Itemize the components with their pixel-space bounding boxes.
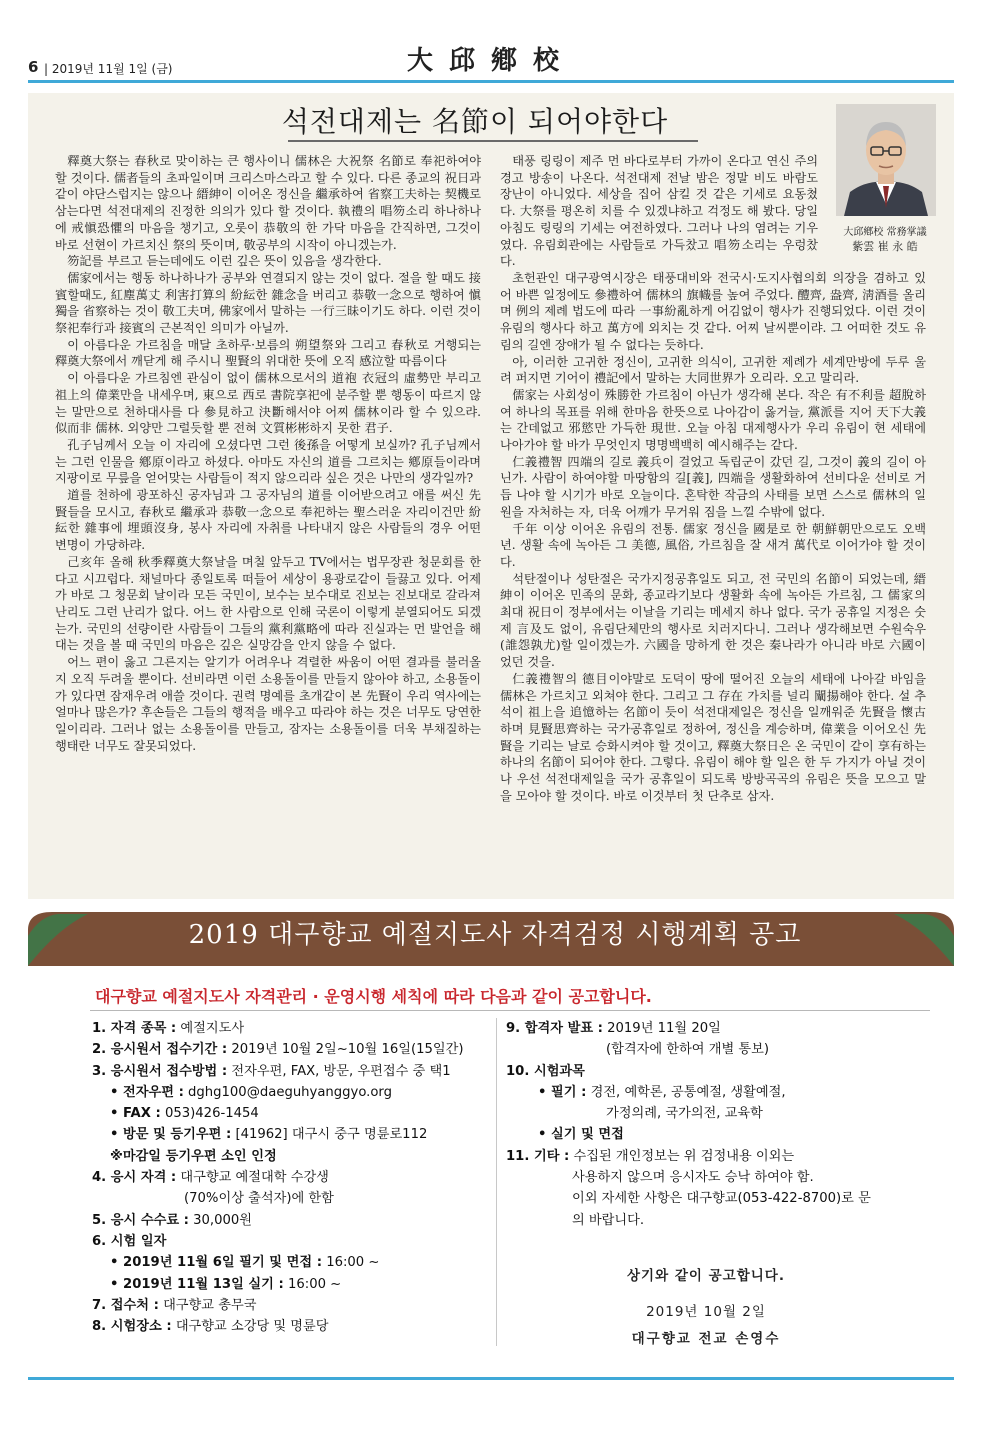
- notice-item-6: 6. 시험 일자: [92, 1233, 167, 1249]
- notice-item-7: [92, 1295, 492, 1316]
- paragraph: 孔子님께서 오늘 이 자리에 오셨다면 그런 後孫을 어떻게 보실까? 孔子님께서는 그런 인물을 鄕原이라고 하셨다. 아마도 자신의 道를 그르치는 鄕原들이라며 지팡이로 무릎을 얻어맞는 사람들이 적지 않으리라 싶은 것은 나만의 생각일까?: [55, 437, 481, 486]
- item-label: • 방문 및 등기우편 :: [110, 1127, 232, 1143]
- notice-item-10b: • 실기 및 면접: [538, 1127, 624, 1143]
- notice-left-column: [92, 1018, 492, 1337]
- paragraph: 초헌관인 대구광역시장은 태풍대비와 전국시·도지사협의회 의장을 겸하고 있어 바쁜 일정에도 參禮하여 儒林의 旗幟를 높여 주었다. 醴齊, 盎齊, 淸酒를 올리며 例의 제례 법도에 따라 一事紛亂하게 어김없이 행사가 진행되었다. 이런 것이 유림의 행사다 하고 萬方에 외치는 것 같다. 어찌 날씨뿐이랴. 그 어떠한 것도 유림의 길엔 장애가 될 수 없다는 듯하다.: [500, 271, 926, 352]
- item-value-cont: (70%이상 출석자)에 한함: [184, 1191, 334, 1207]
- article-column-right-top: [500, 153, 818, 270]
- notice-item-8: [92, 1316, 492, 1337]
- notice-right-column: [506, 1018, 926, 1231]
- notice-item-1: [92, 1018, 492, 1039]
- notice-item-3c: [92, 1124, 492, 1145]
- paragraph: 仁義禮智의 德目이야말로 도덕이 땅에 떨어진 오늘의 세태에 나아갈 바임을 儒林은 가르치고 외쳐야 한다. 그리고 그 存在 가치를 널리 闡揚해야 한다. 설 추석이 祖上을 追憶하는 名節이 듯이 석전대제일은 정신을 일깨워준 先賢을 懷古하며 見賢思齊하는 국가공휴일로 정하여, 정신을 계승하며, 偉業을 이어오신 先賢을 기리는 날로 승화시켜야 할 것이고, 釋奠大祭日은 온 국민이 같이 享有하는 하나의 名節이 되어야 한다. 그렇다. 유림이 해야 할 일은 한 두 가지가 아닐 것이나 우선 석전대제일을 국가 공휴일이 되도록 방방곡곡의 유림은 뜻을 모으고 말을 모아야 할 것이다. 바로 이것부터 첫 단추로 삼자.: [500, 671, 926, 803]
- item-label: 7. 접수처 :: [92, 1297, 159, 1313]
- item-value: 16:00 ~: [287, 1276, 342, 1292]
- author-portrait-icon: [836, 104, 936, 216]
- article-title: 석전대제는 名節이 되어야한다: [281, 105, 669, 138]
- notice-item-2: [92, 1039, 492, 1060]
- notice-item-10: 10. 시험과목: [506, 1063, 585, 1079]
- item-value: 053)426-1454: [164, 1106, 259, 1122]
- header-rule: [28, 80, 954, 83]
- item-value: [41962] 대구시 중구 명륜로112: [235, 1127, 428, 1143]
- item-label: 8. 시험장소 :: [92, 1319, 172, 1335]
- notice-item-10a: [506, 1082, 926, 1103]
- paragraph: 이 아름다운 가르침을 매달 초하루·보름의 朔望祭와 그리고 春秋로 거행되는 釋奠大祭에서 깨닫게 해 주시니 聖賢의 위대한 뜻에 오직 感泣할 따름이다: [55, 337, 481, 369]
- paragraph: 千年 이상 이어온 유림의 전통. 儒家 정신을 國是로 한 朝鮮朝만으로도 오백년. 생활 속에 녹아든 그 美德, 風俗, 가르침을 잘 새겨 萬代로 이어가야 할 것이다.: [500, 521, 926, 569]
- notice-item-3b: [92, 1103, 492, 1124]
- item-label: • 전자우편 :: [110, 1084, 184, 1100]
- page-number: 6: [28, 58, 39, 76]
- author-title: 大邱鄕校 常務掌議: [843, 227, 927, 238]
- masthead: 大邱鄕校: [406, 46, 575, 76]
- item-value: 16:00 ~: [326, 1255, 380, 1271]
- notice-lead: 대구향교 예절지도사 자격관리 · 운영시행 세칙에 따라 다음과 같이 공고합니다.: [95, 987, 652, 1006]
- item-label: • 필기 :: [538, 1084, 587, 1100]
- paragraph: 석탄절이나 성탄절은 국가지정공휴일도 되고, 전 국민의 名節이 되었는데, 縉紳이 이어온 민족의 문화, 종교라기보다 생활화 속에 녹아든 가르침, 그 儒家의 최대 祝日이 정부에서는 이날을 기리는 메세지 하나 없다. 국가 공휴일 지정은 숫제 言及도 없이, 유림단체만의 행사로 치러지다니. 그러나 생각해보면 수원숙우(誰怨孰尤)할 일이겠는가. 六國을 망하게 한 것은 秦나라가 아니라 바로 六國이었던 것을.: [500, 571, 926, 670]
- notice-divider: [90, 1010, 930, 1011]
- author-name: 紫雲 崔 永 皓: [852, 240, 918, 253]
- author-photo: [836, 104, 936, 216]
- paragraph: 어느 편이 옳고 그른지는 알기가 어려우나 격렬한 싸움이 어떤 결과를 불러올 지 오직 두려울 뿐이다. 선비라면 이런 소용돌이를 만들지 않아야 하고, 소용돌이가 있다면 잠재우려 애쓸 것이다. 권력 명예를 초개같이 본 先賢이 우리 역사에는 얼마나 많은가? 후손들은 그들의 행적을 배우고 따라야 하는 것은 너무도 당연한 일이리라. 그러나 없는 소용돌이를 만들고, 잠자는 소용돌이를 더욱 부채질하는 행태란 너무도 잘못되었다.: [55, 655, 481, 753]
- paragraph: 아, 이러한 고귀한 정신이, 고귀한 의식이, 고귀한 제례가 세계만방에 두루 울려 퍼지면 기어이 禮記에서 말하는 大同世界가 오리라. 오고 말리라.: [500, 354, 926, 386]
- article-column-left: [55, 153, 481, 754]
- item-value: 2019년 11월 20일: [607, 1021, 721, 1036]
- item-value: 경전, 예학론, 공통예절, 생활예절,: [590, 1084, 786, 1100]
- notice-item-3d: ※마감일 등기우편 소인 인정: [110, 1148, 277, 1164]
- item-value: 대구향교 총무국: [163, 1297, 257, 1313]
- paragraph: 己亥年 올해 秋季釋奠大祭날을 며칠 앞두고 TV에서는 법무장관 청문회를 한다고 시끄럽다. 채널마다 종일토록 떠들어 세상이 용광로같이 들끓고 있다. 어제가 바로 그 청문회 날이라 모든 국민이, 보수는 보수대로 진보는 진보대로 갈라져 난리도 그런 난리가 없다. 어느 한 사람으로 인해 국론이 이렇게 분열되어도 되겠는가. 국민의 선량이란 사람들이 그들의 黨利黨略에 따라 진실과는 먼 발언을 해 대는 것을 볼 때 국민의 마음은 깊은 실망감을 안지 않을 수 없다.: [55, 554, 481, 653]
- issue-date: | 2019년 11월 1일 (금): [44, 62, 173, 76]
- paragraph: 儒家는 사회성이 殊勝한 가르침이 아닌가 생각해 본다. 작은 有不利를 超脫하여 하나의 목표를 위해 한마음 한뜻으로 나아감이 옳거늘, 黨派를 지어 天下大義는 간데없고 邪慾만 가득한 現世. 오늘 아침 대제행사가 우리 유림이 현 세태에 나아가야 할 바가 무엇인지 명명백백히 예시해주는 같다.: [500, 387, 926, 453]
- item-label: 1. 자격 종목 :: [92, 1021, 177, 1036]
- notice-item-5: [92, 1210, 492, 1231]
- notice-closing-statement: 상기와 같이 공고합니다.: [627, 1268, 785, 1284]
- paragraph: 道를 천하에 광포하신 공자님과 그 공자님의 道를 이어받으려고 애를 써신 先賢들을 모시고, 春秋로 繼承과 恭敬一念으로 奉祀하는 聖스러운 자리이건만 紛紜한 雜事에 埋頭沒身, 봉사 자리에 자취를 나타내지 않은 사람들의 경우 어떤 변명이 가당하랴.: [55, 488, 481, 553]
- item-label: 4. 응시 자격 :: [92, 1170, 177, 1186]
- item-label: 2. 응시원서 접수기간 :: [92, 1042, 228, 1058]
- item-label: 5. 응시 수수료 :: [92, 1212, 189, 1228]
- notice-item-11: [506, 1146, 926, 1167]
- item-value: 30,000원: [193, 1212, 253, 1228]
- paragraph: 仁義禮智 四端의 길로 義兵이 걸었고 독립군이 갔던 길, 그것이 義의 길이 아닌가. 사람이 하여야할 마땅함의 길[義], 四端을 생활화하여 선비다운 선비로 거듭 나야 할 시기가 바로 오늘이다. 혼탁한 작금의 사태를 보면 스스로 儒林의 일원을 자처하는 자, 더욱 어깨가 무거워 짐을 느낄 수밖에 없다.: [500, 454, 926, 519]
- paragraph: 儒家에서는 행동 하나하나가 공부와 연결되지 않는 것이 없다. 절을 할 때도 接賓할때도, 紅塵萬丈 利害打算의 紛紜한 雜念을 버리고 恭敬一念으로 행하여 愼獨을 省察하는 것이 敬工夫며, 佛家에서 말하는 一行三昧이기도 하다. 이런 것이 祭祀奉行과 接賓의 근본적인 의미가 아닐까.: [55, 270, 481, 336]
- item-value: 전자우편, FAX, 방문, 우편접수 중 택1: [231, 1063, 451, 1079]
- notice-item-3a: [92, 1082, 492, 1103]
- item-value: 예절지도사: [180, 1021, 245, 1036]
- notice-item-3: [92, 1061, 492, 1082]
- item-value: 2019년 10월 2일~10월 16일(15일간): [231, 1042, 464, 1058]
- item-value: 수집된 개인정보는 위 검정내용 이외는: [573, 1148, 795, 1164]
- paragraph: 태풍 링링이 제주 먼 바다로부터 가까이 온다고 연신 주의 경고 방송이 나온다. 석전대제 전날 밤은 정말 비도 바람도 장난이 아니었다. 세상을 집어 삼킬 것 같은 기세로 요동쳤다. 大祭를 평온히 치를 수 있겠냐하고 걱정도 해 봤다. 당일 아침도 링링의 기세는 여전하였다. 그러나 나의 염려는 기우였다. 유림회관에는 사람들로 가득찼고 唱笏소리는 우렁찼다.: [500, 154, 818, 269]
- notice-item-6a: [92, 1252, 492, 1273]
- item-value-cont: 사용하지 않으며 응시자도 승낙 하여야 함.: [572, 1170, 814, 1186]
- paragraph: 笏記를 부르고 듣는데에도 이런 깊은 뜻이 있음을 생각한다.: [67, 254, 382, 269]
- footer-rule: [28, 1377, 954, 1380]
- item-value-cont: 의 바랍니다.: [572, 1212, 645, 1228]
- notice-date: 2019년 10월 2일: [646, 1304, 766, 1320]
- item-label: 3. 응시원서 접수방법 :: [92, 1063, 228, 1079]
- item-value-cont: 이외 자세한 사항은 대구향교(053-422-8700)로 문: [572, 1191, 871, 1207]
- article-column-right: [500, 270, 926, 805]
- item-value-cont: (합격자에 한하여 개별 통보): [606, 1042, 769, 1058]
- notice-title: 2019 대구향교 예절지도사 자격검정 시행계획 공고: [188, 920, 802, 950]
- notice-signature: 대구향교 전교 손영수: [631, 1331, 781, 1347]
- paragraph: 釋奠大祭는 春秋로 맞이하는 큰 행사이니 儒林은 大祝祭 名節로 奉祀하여야 할 것이다. 儒者들의 초파일이며 크리스마스라고 할 수 있다. 다른 종교의 祝日과 같이 야단스럽지는 않으나 縉紳이 이어온 정신을 繼承하여 省察工夫하는 契機로 삼는다면 석전대제의 진정한 의의가 있다 할 것이다. 執禮의 唱笏소리 하나하나에 戒愼恐懼의 마음을 챙기고, 오롯이 恭敬의 한 가닥 마음을 간직하면, 그것이 바로 선현이 가르치신 祭의 뜻이며, 敬공부의 시작이 아니겠는가.: [55, 154, 481, 252]
- item-value: 대구향교 예절대학 수강생: [180, 1170, 329, 1186]
- title-underline: [288, 140, 698, 142]
- notice-item-9: [506, 1018, 926, 1039]
- paragraph: 이 아름다운 가르침엔 관심이 없이 儒林으로서의 道袍 衣冠의 虛勢만 부리고 祖上의 偉業만을 내세우며, 東으로 西로 書院享祀에 분주할 뿐 행동이 따르지 않는 말만으로 천하대사를 다 參見하고 決斷해서야 어찌 儒林이라 할 수 있으랴. 似而非 儒林. 외양만 그럴듯할 뿐 전혀 文質彬彬하지 못한 君子.: [55, 371, 481, 436]
- notice-item-4: [92, 1167, 492, 1188]
- email-link[interactable]: dghg100@daeguhyanggyo.org: [188, 1084, 392, 1100]
- item-label: • 2019년 11월 13일 실기 :: [110, 1276, 284, 1292]
- item-label: 9. 합격자 발표 :: [506, 1021, 603, 1036]
- item-value: 대구향교 소강당 및 명륜당: [175, 1319, 329, 1335]
- item-label: 11. 기타 :: [506, 1148, 570, 1164]
- item-label: • 2019년 11월 6일 필기 및 면접 :: [110, 1255, 322, 1271]
- item-value-cont: 가정의례, 국가의전, 교육학: [606, 1106, 763, 1122]
- item-label: • FAX :: [110, 1106, 161, 1122]
- notice-column-divider: [496, 1018, 497, 1346]
- notice-item-6b: [92, 1274, 492, 1295]
